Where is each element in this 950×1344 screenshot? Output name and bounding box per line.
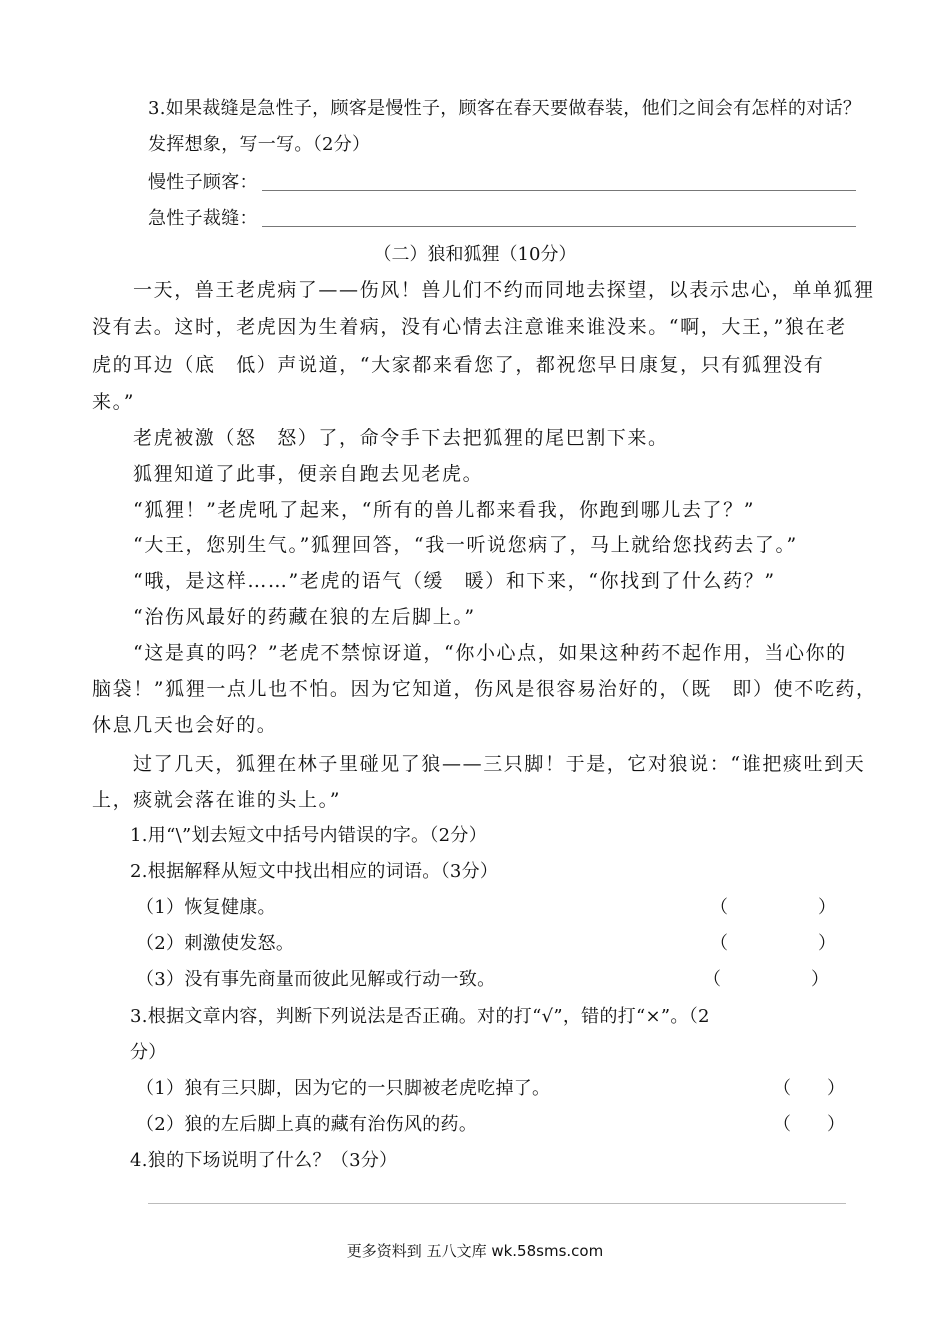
answer-parentheses[interactable]: （ ）: [773, 1078, 845, 1099]
story-line: 没有去。这时，老虎因为生着病，没有心情去注意谁来谁没来。“啊，大王，”狼在老: [92, 316, 847, 338]
story-line: 虎的耳边（底 低）声说道，“大家都来看您了，都祝您早日康复，只有狐狸没有: [92, 354, 825, 376]
question-1: 1.用“\”划去短文中括号内错误的字。（2分）: [130, 825, 487, 846]
footer-text: 更多资料到 五八文库 wk.58sms.com: [346, 1242, 604, 1260]
question-3: 3.根据文章内容，判断下列说法是否正确。对的打“√”，错的打“×”。（2: [130, 1006, 710, 1027]
question-3-cont: 分）: [130, 1042, 167, 1063]
section-title: （二）狼和狐狸（10分）: [373, 244, 577, 265]
story-line: “哦，是这样……”老虎的语气（缓 暖）和下来，“你找到了什么药？”: [133, 570, 776, 592]
answer-parentheses[interactable]: （ ）: [703, 969, 829, 990]
answer-parentheses[interactable]: （ ）: [773, 1114, 845, 1135]
q2-item: （2）刺激使发怒。: [136, 933, 295, 954]
customer-answer-line[interactable]: [262, 190, 856, 191]
answer-parentheses[interactable]: （ ）: [710, 897, 836, 918]
customer-label: 慢性子顾客：: [148, 172, 258, 193]
tailor-label: 急性子裁缝：: [148, 208, 258, 229]
tailor-answer-line[interactable]: [262, 226, 856, 227]
story-line: 休息几天也会好的。: [92, 714, 278, 736]
story-line: 狐狸知道了此事，便亲自跑去见老虎。: [133, 463, 484, 485]
story-line: “治伤风最好的药藏在狼的左后脚上。”: [133, 606, 476, 628]
q3-item: （2）狼的左后脚上真的藏有治伤风的药。: [136, 1114, 478, 1135]
q3-item: （1）狼有三只脚，因为它的一只脚被老虎吃掉了。: [136, 1078, 551, 1099]
question-3-prompt: 3.如果裁缝是急性子，顾客是慢性子，顾客在春天要做春装，他们之间会有怎样的对话？: [148, 98, 862, 119]
story-line: 老虎被激（怒 怒）了，命令手下去把狐狸的尾巴割下来。: [133, 427, 669, 449]
question-4: 4.狼的下场说明了什么？（3分）: [130, 1150, 398, 1171]
question-3-prompt-cont: 发挥想象，写一写。（2分）: [148, 134, 371, 155]
story-line: “这是真的吗？”老虎不禁惊讶道，“你小心点，如果这种药不起作用，当心你的: [133, 642, 847, 664]
story-line: 脑袋！”狐狸一点儿也不怕。因为它知道，伤风是很容易治好的，（既 即）使不吃药，: [92, 678, 877, 700]
story-line: 一天，兽王老虎病了——伤风！兽儿们不约而同地去探望，以表示忠心，单单狐狸: [133, 279, 875, 301]
q2-item: （3）没有事先商量而彼此见解或行动一致。: [136, 969, 496, 990]
story-line: “狐狸！”老虎吼了起来，“所有的兽儿都来看我，你跑到哪儿去了？”: [133, 499, 756, 521]
answer-parentheses[interactable]: （ ）: [710, 933, 836, 954]
question-2: 2.根据解释从短文中找出相应的词语。（3分）: [130, 861, 499, 882]
answer-line[interactable]: [148, 1203, 846, 1204]
story-line: “大王，您别生气。”狐狸回答，“我一听说您病了，马上就给您找药去了。”: [133, 534, 798, 556]
story-line: 上，痰就会落在谁的头上。”: [92, 789, 342, 811]
story-line: 来。”: [92, 391, 136, 413]
story-line: 过了几天，狐狸在林子里碰见了狼——三只脚！于是，它对狼说：“谁把痰吐到天: [133, 753, 866, 775]
q2-item: （1）恢复健康。: [136, 897, 276, 918]
